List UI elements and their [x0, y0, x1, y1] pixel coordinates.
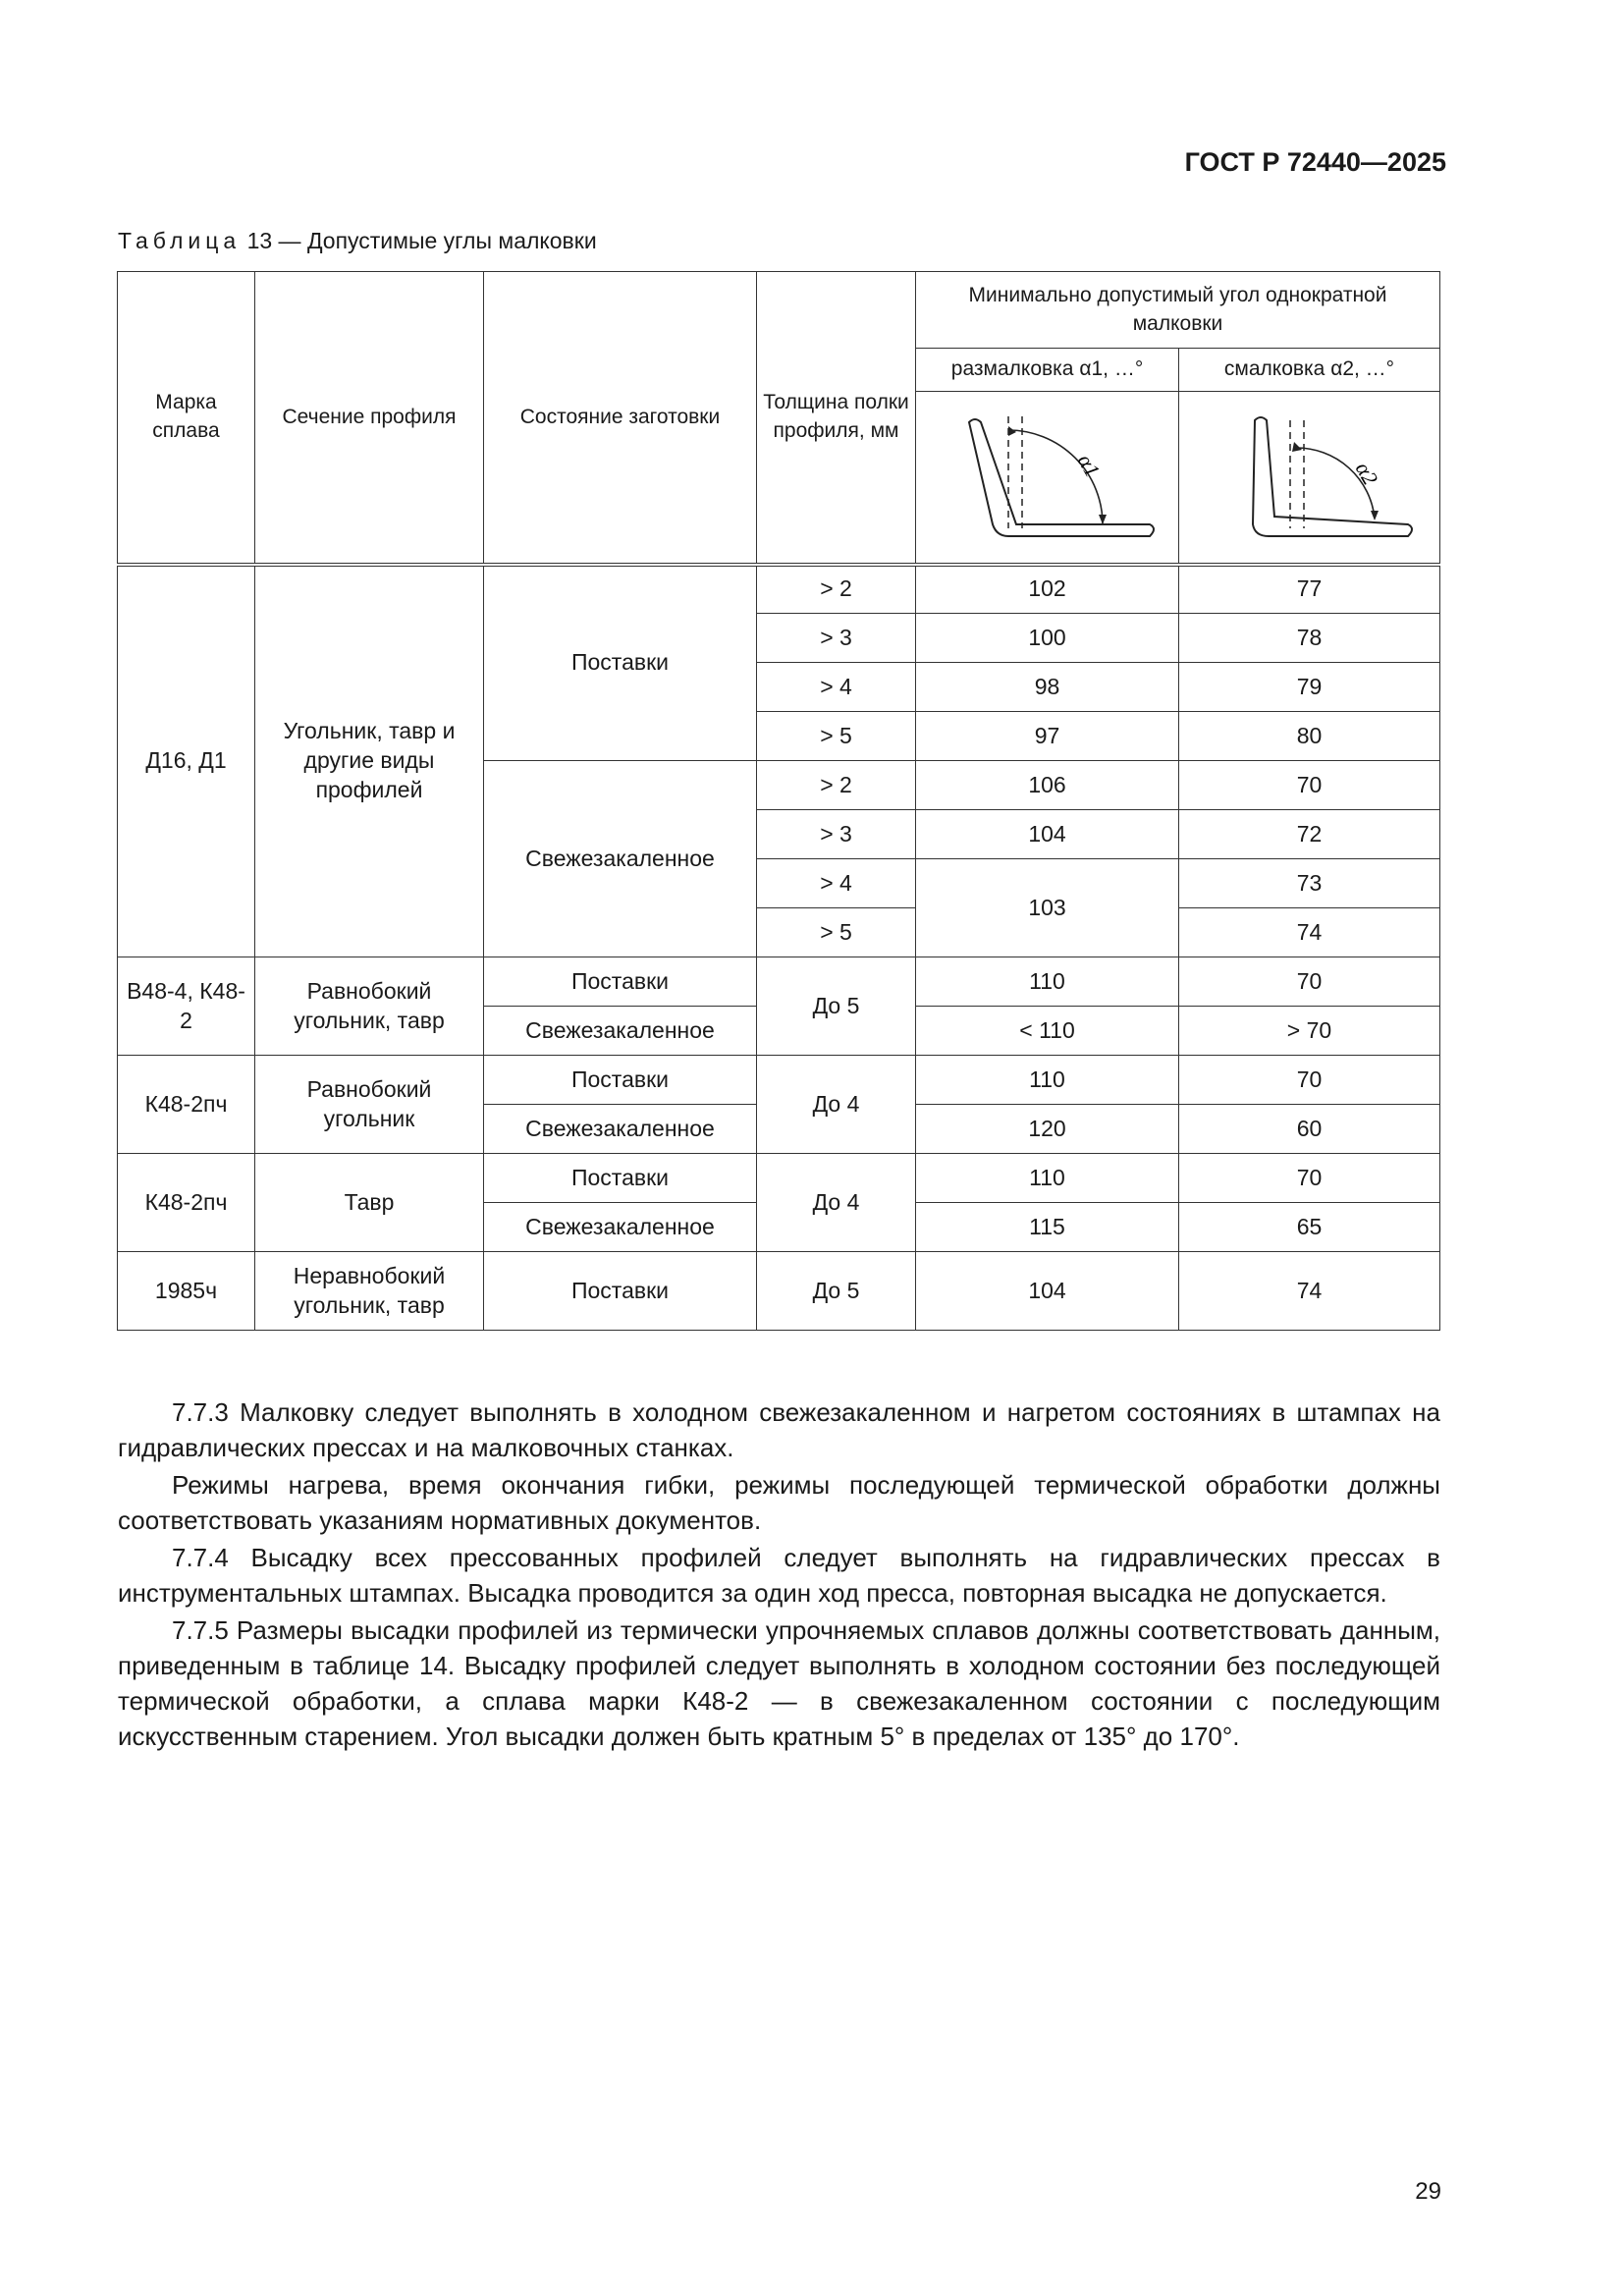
- cell-angle-a1: 104: [916, 1252, 1179, 1331]
- document-code: ГОСТ Р 72440—2025: [1184, 147, 1446, 177]
- cell-condition: Поставки: [484, 1056, 757, 1105]
- profile-outline: [969, 419, 1154, 536]
- cell-angle-a1: 98: [916, 663, 1179, 712]
- cell-angle-a2: 70: [1179, 1154, 1440, 1203]
- cell-angle-a2: 60: [1179, 1105, 1440, 1154]
- cell-angle-a2: 72: [1179, 810, 1440, 859]
- profile-outline: [1253, 417, 1412, 536]
- cell-thickness: > 2: [757, 761, 916, 810]
- header-unbend: размалковка α1, …°: [916, 349, 1179, 392]
- cell-thickness: > 3: [757, 614, 916, 663]
- cell-angle-a1: 110: [916, 1154, 1179, 1203]
- unbend-angle-diagram: [930, 399, 1165, 556]
- table-row: [118, 1252, 1440, 1331]
- cell-angle-a2: 73: [1179, 859, 1440, 908]
- table-caption-word: Таблица: [118, 228, 242, 253]
- cell-angle-a1: 103: [916, 859, 1179, 957]
- header-thickness: Толщина полки профиля, мм: [757, 272, 916, 565]
- cell-angle-a2: 74: [1179, 908, 1440, 957]
- cell-alloy: Д16, Д1: [118, 565, 255, 957]
- cell-angle-a1: 110: [916, 957, 1179, 1007]
- cell-thickness: > 4: [757, 663, 916, 712]
- table-row: [118, 565, 1440, 614]
- bend-figure-cell: [1179, 392, 1440, 565]
- cell-angle-a1: 120: [916, 1105, 1179, 1154]
- cell-condition: Поставки: [484, 565, 757, 761]
- paragraph-heating-modes: Режимы нагрева, время окончания гибки, режимы последующей термической обработки должны соответствовать указаниям нормативных документов.: [118, 1470, 1440, 1535]
- cell-condition: Поставки: [484, 1252, 757, 1331]
- cell-thickness: До 5: [757, 1252, 916, 1331]
- cell-section: Неравнобокий угольник, тавр: [255, 1252, 484, 1331]
- cell-angle-a1: 102: [916, 565, 1179, 614]
- cell-angle-a1: 115: [916, 1203, 1179, 1252]
- cell-angle-a1: 104: [916, 810, 1179, 859]
- arc-arrowhead-end: [1371, 511, 1379, 520]
- angle-label-a2: α2: [1350, 457, 1383, 489]
- cell-thickness: > 5: [757, 712, 916, 761]
- cell-alloy: К48-2пч: [118, 1154, 255, 1252]
- cell-angle-a1: 106: [916, 761, 1179, 810]
- cell-angle-a1: 110: [916, 1056, 1179, 1105]
- cell-thickness: До 4: [757, 1056, 916, 1154]
- cell-condition: Поставки: [484, 1154, 757, 1203]
- cell-angle-a2: 74: [1179, 1252, 1440, 1331]
- arc-arrowhead-start: [1292, 442, 1302, 452]
- malkovka-angles-table: [117, 271, 1440, 1331]
- cell-section: Тавр: [255, 1154, 484, 1252]
- arc-arrowhead-end: [1099, 515, 1107, 524]
- cell-alloy: К48-2пч: [118, 1056, 255, 1154]
- cell-alloy: В48-4, К48-2: [118, 957, 255, 1056]
- table-caption-title: 13 — Допустимые углы малковки: [241, 228, 597, 253]
- cell-condition: Свежезакаленное: [484, 761, 757, 957]
- cell-angle-a1: 100: [916, 614, 1179, 663]
- cell-angle-a2: 65: [1179, 1203, 1440, 1252]
- cell-angle-a2: 70: [1179, 761, 1440, 810]
- paragraph-7-7-4: 7.7.4 Высадку всех прессованных профилей следует выполнять на гидравлических прессах в инструментальных штампах. Высадка проводится за один ход пресса, повторная высадка не допускается.: [118, 1543, 1440, 1608]
- angle-label-a1: α1: [1072, 449, 1106, 481]
- paragraph-7-7-5: 7.7.5 Размеры высадки профилей из термически упрочняемых сплавов должны соответствовать данным, приведенным в таблице 14. Высадку профилей следует выполнять в холодном состоянии без последующей термической обработки, а сплава марки К48-2 — в свежезакаленном состоянии с последующим искусственным старением. Угол высадки должен быть кратным 5° в пределах от 135° до 170°.: [118, 1615, 1440, 1751]
- header-bend: смалковка α2, …°: [1179, 349, 1440, 392]
- cell-thickness: До 5: [757, 957, 916, 1056]
- body-text: [118, 1394, 1440, 1756]
- header-alloy: Марка сплава: [118, 272, 255, 565]
- cell-condition: Свежезакаленное: [484, 1105, 757, 1154]
- cell-thickness: До 4: [757, 1154, 916, 1252]
- cell-section: Равнобокий угольник: [255, 1056, 484, 1154]
- cell-section: Равнобокий угольник, тавр: [255, 957, 484, 1056]
- cell-thickness: > 3: [757, 810, 916, 859]
- unbend-figure-cell: [916, 392, 1179, 565]
- paragraph-7-7-3: 7.7.3 Малковку следует выполнять в холодном свежезакаленном и нагретом состояниях в штампах на гидравлических прессах и на малковочных станках.: [118, 1397, 1440, 1462]
- cell-angle-a2: 78: [1179, 614, 1440, 663]
- cell-angle-a2: 70: [1179, 957, 1440, 1007]
- table-caption: [118, 228, 597, 254]
- cell-angle-a2: 77: [1179, 565, 1440, 614]
- header-angle-group: Минимально допустимый угол однократной малковки: [916, 272, 1440, 349]
- cell-condition: Поставки: [484, 957, 757, 1007]
- cell-section: Угольник, тавр и другие виды профилей: [255, 565, 484, 957]
- cell-condition: Свежезакаленное: [484, 1203, 757, 1252]
- cell-angle-a1: < 110: [916, 1007, 1179, 1056]
- cell-alloy: 1985ч: [118, 1252, 255, 1331]
- table-row: [118, 1154, 1440, 1203]
- table-row: [118, 1056, 1440, 1105]
- cell-angle-a2: 80: [1179, 712, 1440, 761]
- page-number: 29: [1415, 2178, 1441, 2205]
- cell-angle-a2: > 70: [1179, 1007, 1440, 1056]
- table-row: [118, 957, 1440, 1007]
- cell-angle-a1: 97: [916, 712, 1179, 761]
- cell-thickness: > 4: [757, 859, 916, 908]
- bend-angle-diagram: [1192, 399, 1428, 556]
- cell-thickness: > 2: [757, 565, 916, 614]
- header-section: Сечение профиля: [255, 272, 484, 565]
- header-condition: Состояние заготовки: [484, 272, 757, 565]
- cell-angle-a2: 79: [1179, 663, 1440, 712]
- cell-angle-a2: 70: [1179, 1056, 1440, 1105]
- cell-condition: Свежезакаленное: [484, 1007, 757, 1056]
- cell-thickness: > 5: [757, 908, 916, 957]
